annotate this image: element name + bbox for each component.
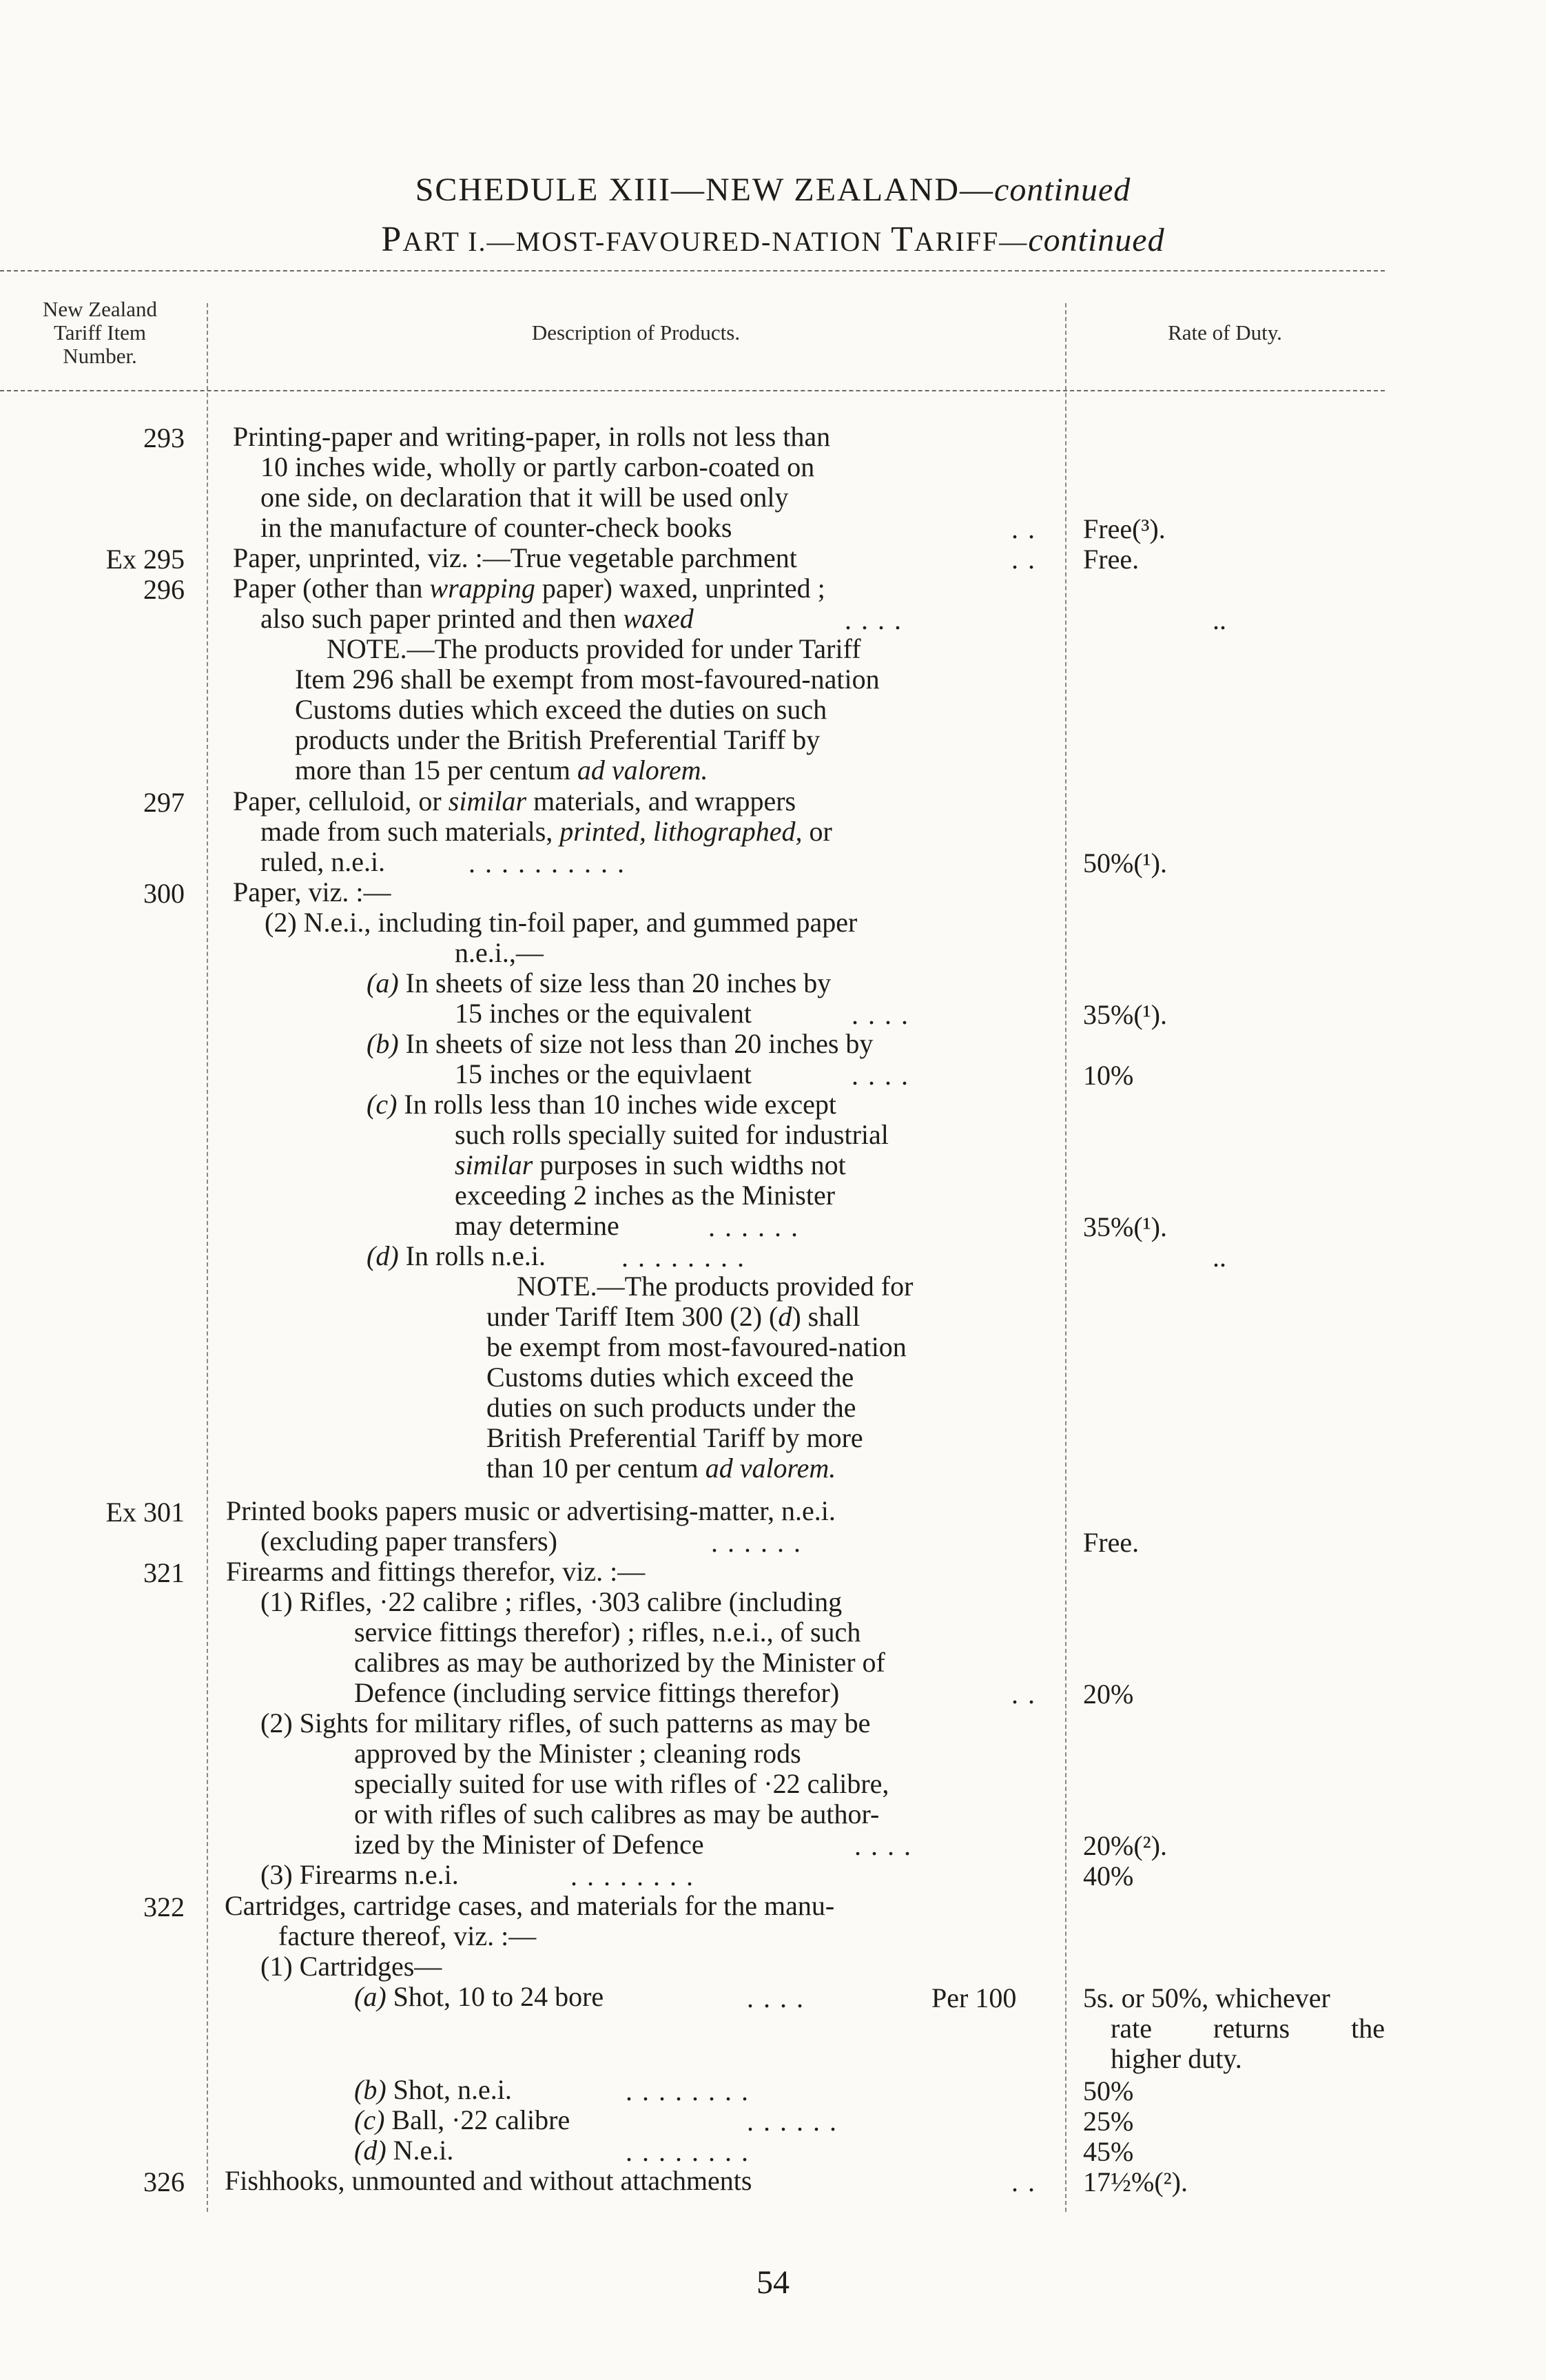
- rate-300-b: 10%: [1083, 1060, 1134, 1091]
- part-title-small: OST-FAVOURED-NATION: [542, 226, 891, 257]
- note-text: ) shall: [792, 1301, 860, 1332]
- desc-label: (b): [367, 1028, 399, 1059]
- desc-line: Defence (including service fittings therefor): [354, 1677, 840, 1708]
- note-line: duties on such products under the: [486, 1392, 856, 1423]
- desc-text: Shot, n.e.i.: [386, 2074, 512, 2105]
- desc-text: materials, and wrappers: [526, 786, 796, 817]
- desc-label: (a): [354, 1981, 386, 2012]
- desc-line: (2) N.e.i., including tin-foil paper, and gummed paper: [265, 907, 858, 938]
- dot-leader: . . . .: [852, 1060, 909, 1091]
- rate-295: Free.: [1083, 544, 1140, 575]
- rate-296: ..: [1213, 604, 1226, 635]
- desc-text: In sheets of size not less than 20 inches by: [398, 1028, 874, 1059]
- note-line: British Preferential Tariff by more: [486, 1422, 863, 1453]
- desc-line: service fittings therefor) ; rifles, n.e.i., of such: [354, 1617, 861, 1648]
- note-line: products under the British Preferential Tariff by: [295, 724, 821, 755]
- schedule-title-main: SCHEDULE XIII—NEW ZEALAND—: [415, 172, 995, 208]
- rate-322-a-line2: rate returns the: [1111, 2013, 1385, 2044]
- desc-line: in the manufacture of counter-check books: [260, 512, 732, 543]
- desc-line: Fishhooks, unmounted and without attachments: [225, 2165, 752, 2196]
- desc-text: N.e.i.: [386, 2135, 454, 2166]
- schedule-title-continued: continued: [994, 172, 1131, 208]
- desc-line: such rolls specially suited for industrial: [455, 1119, 889, 1150]
- desc-label: (b): [354, 2074, 386, 2105]
- desc-line: Firearms and fittings therefor, viz. :—: [226, 1556, 646, 1587]
- part-title-ariff: ARIFF—: [914, 226, 1029, 257]
- desc-line: [367, 968, 831, 998]
- desc-line: (1) Cartridges—: [260, 1951, 442, 1982]
- desc-line: [367, 1089, 836, 1120]
- rate-322-a-line3: higher duty.: [1111, 2043, 1242, 2074]
- desc-line: [233, 573, 825, 604]
- desc-text: Paper (other than: [233, 573, 430, 604]
- desc-line: 15 inches or the equivlaent: [455, 1058, 752, 1089]
- column-divider-1: [207, 303, 208, 2212]
- desc-line: Cartridges, cartridge cases, and materials for the manu-: [225, 1890, 835, 1921]
- schedule-title: [0, 171, 1546, 209]
- desc-line: calibres as may be authorized by the Minister of: [354, 1647, 885, 1678]
- part-title-t: T: [891, 220, 914, 259]
- unit-per-100: Per 100: [931, 1982, 1017, 2013]
- rate-321-2: 20%(²).: [1083, 1830, 1167, 1861]
- table-top-rule: [0, 270, 1385, 271]
- note-italic: ad valorem.: [705, 1453, 836, 1484]
- header-item-line2: Tariff Item: [53, 320, 147, 345]
- desc-label: (d): [367, 1240, 399, 1271]
- note-text: more than 15 per centum: [295, 755, 577, 786]
- note-line: NOTE.—The products provided for: [517, 1271, 914, 1302]
- note-line: Customs duties which exceed the: [486, 1362, 854, 1393]
- desc-line: (excluding paper transfers): [260, 1526, 557, 1557]
- desc-label: (c): [354, 2104, 385, 2135]
- rate-300-d: ..: [1213, 1242, 1226, 1273]
- item-number-295: Ex 295: [105, 544, 185, 575]
- dot-leader: . . . .: [747, 1982, 805, 2013]
- item-number-321: 321: [143, 1557, 185, 1588]
- rate-326: 17½%(²).: [1083, 2166, 1188, 2197]
- desc-line: [260, 817, 832, 847]
- desc-line: 10 inches wide, wholly or partly carbon-coated on: [260, 451, 815, 482]
- item-number-322: 322: [143, 1891, 185, 1922]
- rate-301: Free.: [1083, 1527, 1140, 1558]
- dot-leader: . .: [1011, 2166, 1036, 2197]
- dot-leader: . .: [1011, 1679, 1036, 1710]
- desc-label: (d): [354, 2135, 386, 2166]
- desc-italic: printed, lithographed,: [559, 816, 803, 847]
- note-line: be exempt from most-favoured-nation: [486, 1331, 907, 1362]
- desc-line: Paper, viz. :—: [233, 876, 391, 907]
- rate-322-c: 25%: [1083, 2106, 1134, 2137]
- desc-line: exceeding 2 inches as the Minister: [455, 1180, 836, 1211]
- desc-text: paper) waxed, unprinted ;: [535, 573, 825, 604]
- desc-label: (a): [367, 967, 399, 998]
- desc-line: (3) Firearms n.e.i.: [260, 1859, 459, 1890]
- note-line: [486, 1453, 836, 1484]
- desc-text: In rolls n.e.i.: [398, 1240, 546, 1271]
- dot-leader: . . . . . . . .: [621, 1242, 745, 1273]
- part-title: [0, 219, 1546, 260]
- header-description: Description of Products.: [531, 320, 741, 345]
- dot-leader: . . . . . . . .: [570, 1860, 694, 1891]
- desc-line: (1) Rifles, ·22 calibre ; rifles, ·303 calibre (including: [260, 1586, 843, 1617]
- desc-line: specially suited for use with rifles of ·22 calibre,: [354, 1768, 889, 1799]
- item-number-301: Ex 301: [105, 1497, 185, 1528]
- desc-line: [367, 1241, 546, 1271]
- dot-leader: . . . .: [854, 1830, 912, 1861]
- desc-line: Printed books papers music or advertising-matter, n.e.i.: [226, 1495, 836, 1526]
- desc-line: [354, 2075, 512, 2105]
- item-number-326: 326: [143, 2166, 185, 2197]
- desc-line: [354, 2105, 570, 2135]
- desc-text: Ball, ·22 calibre: [384, 2104, 570, 2135]
- dot-leader: . . . . . .: [708, 1211, 799, 1242]
- header-rate: Rate of Duty.: [1168, 320, 1282, 345]
- desc-label: (c): [367, 1089, 398, 1120]
- note-line: [486, 1302, 860, 1332]
- desc-line: Printing-paper and writing-paper, in rolls not less than: [233, 421, 831, 452]
- desc-line: [260, 604, 694, 634]
- desc-line: Paper, unprinted, viz. :—True vegetable parchment: [233, 542, 797, 573]
- rate-300-c: 35%(¹).: [1083, 1211, 1167, 1242]
- item-number-296: 296: [143, 574, 185, 605]
- desc-line: one side, on declaration that it will be used only: [260, 482, 789, 513]
- header-item-line3: Number.: [63, 344, 137, 368]
- rate-293: Free(³).: [1083, 513, 1166, 544]
- rate-297: 50%(¹).: [1083, 848, 1167, 879]
- rate-321-3: 40%: [1083, 1860, 1134, 1891]
- header-item-line1: New Zealand: [42, 297, 158, 321]
- desc-text: purposes in such widths not: [533, 1149, 846, 1180]
- page-number: 54: [756, 2264, 790, 2301]
- desc-line: [233, 786, 796, 817]
- part-title-continued: continued: [1028, 222, 1165, 258]
- desc-line: or with rifles of such calibres as may be author-: [354, 1798, 880, 1829]
- desc-line: (2) Sights for military rifles, of such patterns as may be: [260, 1707, 871, 1738]
- part-title-rest: ART I.—M: [402, 226, 542, 257]
- note-line: Item 296 shall be exempt from most-favoured-nation: [295, 664, 880, 695]
- desc-text: made from such materials,: [260, 816, 560, 847]
- dot-leader: . . . .: [852, 999, 909, 1030]
- dot-leader: . . . . . . . .: [626, 2136, 750, 2167]
- item-number-293: 293: [143, 422, 185, 453]
- desc-text: In sheets of size less than 20 inches by: [398, 967, 832, 998]
- note-text: under Tariff Item 300 (2) (: [486, 1301, 779, 1332]
- dot-leader: . . . . . . . .: [626, 2075, 750, 2106]
- desc-text: or: [802, 816, 832, 847]
- item-number-297: 297: [143, 787, 185, 818]
- note-italic: d: [778, 1301, 792, 1332]
- rate-321-1: 20%: [1083, 1679, 1134, 1710]
- part-title-p: P: [381, 220, 403, 259]
- desc-line: facture thereof, viz. :—: [278, 1920, 537, 1951]
- rate-300-a: 35%(¹).: [1083, 999, 1167, 1030]
- rate-322-d: 45%: [1083, 2136, 1134, 2167]
- dot-leader: . . . . . . . . . .: [468, 848, 626, 879]
- desc-line: approved by the Minister ; cleaning rods: [354, 1738, 801, 1769]
- desc-italic: similar: [455, 1149, 533, 1180]
- desc-line: ized by the Minister of Defence: [354, 1829, 704, 1860]
- header-item-number: [0, 298, 200, 368]
- dot-leader: . . . . . .: [747, 2106, 838, 2137]
- desc-line: [367, 1029, 873, 1059]
- note-italic: ad valorem.: [577, 755, 708, 786]
- desc-text: Shot, 10 to 24 bore: [386, 1981, 604, 2012]
- desc-text: In rolls less than 10 inches wide except: [397, 1089, 837, 1120]
- desc-line: 15 inches or the equivalent: [455, 998, 752, 1029]
- desc-text: also such paper printed and then: [260, 603, 623, 634]
- rate-322-a-line1: 5s. or 50%, whichever: [1083, 1982, 1330, 2013]
- note-line: NOTE.—The products provided for under Tariff: [327, 633, 861, 664]
- desc-italic: wrapping: [429, 573, 535, 604]
- rate-322-b: 50%: [1083, 2075, 1134, 2106]
- note-text: than 10 per centum: [486, 1453, 705, 1484]
- desc-line: [455, 1150, 846, 1180]
- desc-line: ruled, n.e.i.: [260, 846, 386, 877]
- desc-line: may determine: [455, 1210, 619, 1241]
- dot-leader: . .: [1011, 544, 1036, 575]
- column-divider-2: [1065, 303, 1066, 2212]
- desc-line: [354, 2135, 453, 2166]
- dot-leader: . . . .: [845, 604, 903, 635]
- dot-leader: . .: [1011, 513, 1036, 544]
- desc-line: [354, 1982, 604, 2012]
- dot-leader: . . . . . .: [711, 1527, 802, 1558]
- desc-italic: similar: [448, 786, 527, 817]
- item-number-300: 300: [143, 878, 185, 909]
- desc-line: n.e.i.,—: [455, 937, 544, 968]
- desc-italic: waxed: [623, 603, 694, 634]
- note-line: Customs duties which exceed the duties on such: [295, 694, 827, 725]
- desc-text: Paper, celluloid, or: [233, 786, 449, 817]
- note-line: [295, 755, 708, 786]
